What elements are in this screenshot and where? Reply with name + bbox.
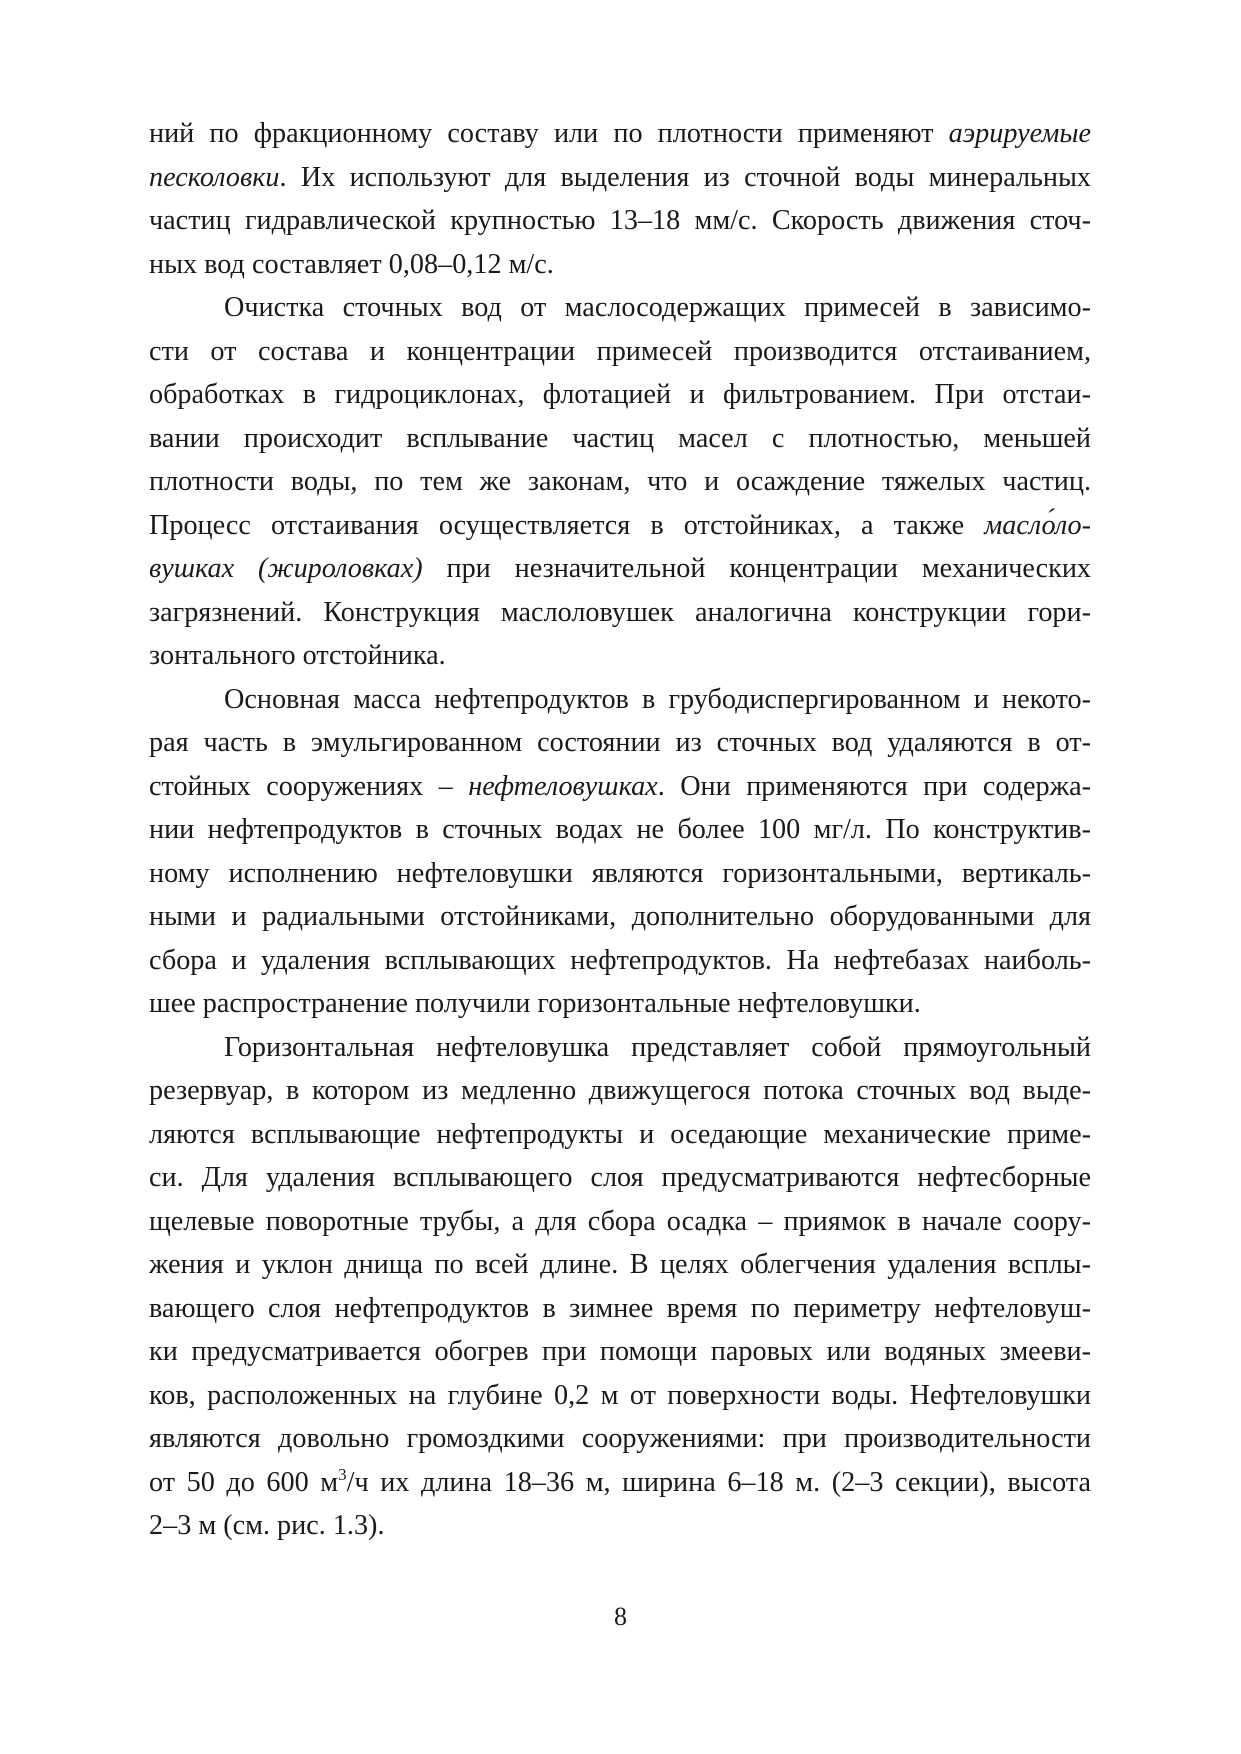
text-line <box>149 1113 1091 1157</box>
text-run: щелевые поворотные трубы, а для сбора осадка – приямок в начале соору- <box>149 1205 1091 1237</box>
italic-term: аэрируемые <box>948 118 1091 149</box>
paragraph <box>149 286 1091 678</box>
text-run: резервуар, в котором из медленно движущегося потока сточных вод выде- <box>149 1075 1091 1106</box>
text-run: обработках в гидроциклонах, флотацией и фильтрованием. При отстаи- <box>149 379 1091 410</box>
superscript: 3 <box>338 1464 347 1484</box>
text-line <box>149 112 1091 156</box>
text-run: являются довольно громоздкими сооружениями: при производительности <box>149 1423 1091 1454</box>
text-line <box>149 939 1091 983</box>
text-line <box>149 199 1091 243</box>
text-line <box>149 1287 1091 1331</box>
text-line <box>149 721 1091 765</box>
text-run: ки предусматривается обогрев при помощи паровых или водяных змееви- <box>149 1336 1091 1367</box>
text-run: ными и радиальными отстойниками, дополнительно оборудованными для <box>149 901 1091 932</box>
text-run: при незначительной концентрации механических <box>422 553 1091 584</box>
text-run: ляются всплывающие нефтепродукты и оседающие механические приме- <box>149 1118 1091 1150</box>
text-run: от 50 до 600 м <box>149 1466 339 1498</box>
italic-term: масло́ло- <box>984 509 1091 541</box>
text-run: си. Для удаления всплывающего слоя предусматриваются нефтесборные <box>149 1162 1091 1193</box>
text-line <box>149 678 1091 722</box>
text-line <box>149 1417 1091 1461</box>
text-run: вающего слоя нефтепродуктов в зимнее время по периметру нефтеловуш- <box>149 1292 1091 1324</box>
text-run: шее распространение получили горизонтальные нефтеловушки. <box>149 988 921 1019</box>
paragraph <box>149 1026 1091 1548</box>
text-line <box>149 504 1091 548</box>
text-line <box>149 330 1091 374</box>
text-line <box>149 1026 1091 1070</box>
text-run: ному исполнению нефтеловушки являются горизонтальными, вертикаль- <box>149 857 1091 889</box>
text-run: сбора и удаления всплывающих нефтепродуктов. На нефтебазах наиболь- <box>149 944 1091 976</box>
text-run: нии нефтепродуктов в сточных водах не более 100 мг/л. По конструктив- <box>149 814 1091 845</box>
text-line <box>149 1374 1091 1418</box>
text-run: 2–3 м (см. рис. 1.3). <box>149 1510 385 1541</box>
text-line <box>149 460 1091 504</box>
text-run: Основная масса нефтепродуктов в грубодиспергированном и некото- <box>224 683 1091 715</box>
text-run: частиц гидравлической крупностью 13–18 мм/с. Скорость движения сточ- <box>149 205 1091 236</box>
text-run: ков, расположенных на глубине 0,2 м от поверхности воды. Нефтеловушки <box>149 1379 1091 1411</box>
text-line <box>149 373 1091 417</box>
text-run: зонтального отстойника. <box>149 640 446 671</box>
text-line <box>149 286 1091 330</box>
text-run: Очистка сточных вод от маслосодержащих примесей в зависимо- <box>224 292 1091 323</box>
text-run: рая часть в эмульгированном состоянии из сточных вод удаляются в от- <box>149 727 1091 758</box>
italic-term: песколовки <box>149 161 280 193</box>
paragraph <box>149 678 1091 1026</box>
text-line <box>149 852 1091 896</box>
text-line <box>149 1504 1091 1548</box>
text-line <box>149 765 1091 809</box>
text-line <box>149 591 1091 635</box>
text-line <box>149 1330 1091 1374</box>
text-line <box>149 1069 1091 1113</box>
italic-term: вушках (жироловках) <box>149 553 423 584</box>
text-run: Горизонтальная нефтеловушка представляет собой прямоугольный <box>224 1031 1091 1063</box>
text-line <box>149 634 1091 678</box>
page-number: 8 <box>614 1602 627 1631</box>
italic-term: нефтеловушках <box>468 770 658 802</box>
text-run: загрязнений. Конструкция маслоловушек аналогична конструкции гори- <box>149 596 1091 628</box>
text-line <box>149 1461 1091 1505</box>
text-line <box>149 1200 1091 1244</box>
text-line <box>149 895 1091 939</box>
text-run: . Они применяются при содержа- <box>657 770 1091 802</box>
text-line <box>149 547 1091 591</box>
body-text <box>149 112 1091 1548</box>
text-line <box>149 156 1091 200</box>
text-run: /ч их длина 18–36 м, ширина 6–18 м. (2–3 секции), высота <box>346 1466 1091 1498</box>
text-run: стойных сооружениях – <box>149 770 469 802</box>
text-run: . Их используют для выделения из сточной воды минеральных <box>279 161 1091 193</box>
text-run: сти от состава и концентрации примесей производится отстаиванием, <box>149 335 1091 367</box>
text-run: жения и уклон днища по всей длине. В целях облегчения удаления всплы- <box>149 1249 1091 1280</box>
text-run: Процесс отстаивания осуществляется в отстойниках, а также <box>149 509 985 541</box>
text-line <box>149 243 1091 287</box>
text-line <box>149 1243 1091 1287</box>
text-line <box>149 808 1091 852</box>
paragraph <box>149 112 1091 286</box>
text-run: плотности воды, по тем же законам, что и осаждение тяжелых частиц. <box>149 466 1091 497</box>
text-line <box>149 982 1091 1026</box>
text-line <box>149 1156 1091 1200</box>
text-run: ных вод составляет 0,08–0,12 м/с. <box>149 248 554 280</box>
text-run: вании происходит всплывание частиц масел с плотностью, меньшей <box>149 422 1091 454</box>
text-line <box>149 417 1091 461</box>
text-run: ний по фракционному составу или по плотности применяют <box>149 118 949 149</box>
